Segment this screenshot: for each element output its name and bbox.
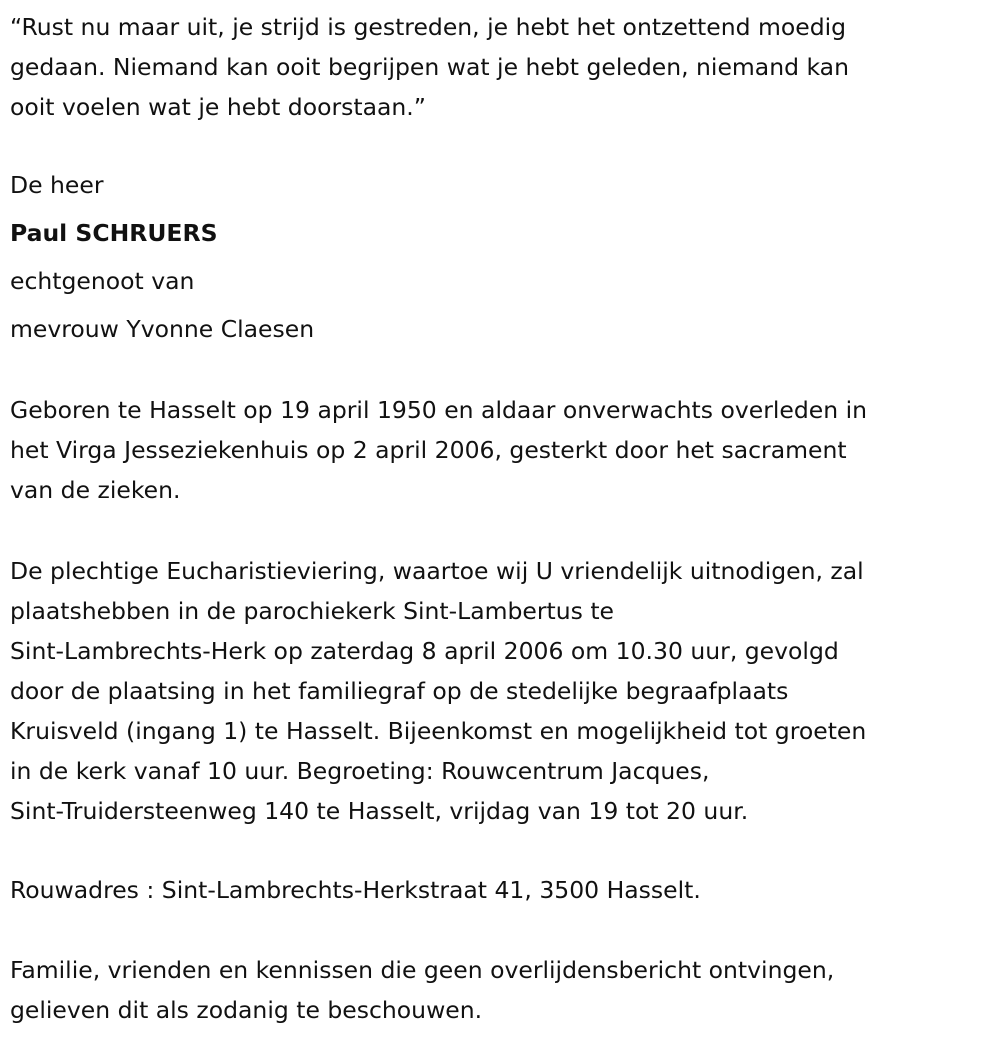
address-paragraph [10, 870, 701, 910]
birth-death-paragraph [10, 390, 867, 510]
text-line: plaatshebben in de parochiekerk Sint-Lambertus te [10, 597, 615, 625]
text-line: Kruisveld (ingang 1) te Hasselt. Bijeenkomst en mogelijkheid tot groeten [10, 717, 867, 745]
text-line: gelieven dit als zodanig te beschouwen. [10, 996, 483, 1024]
text-line: het Virga Jesseziekenhuis op 2 april 2006, gesterkt door het sacrament [10, 436, 847, 464]
quote-line: ooit voelen wat je hebt doorstaan.” [10, 93, 426, 121]
person-title: De heer [10, 171, 104, 199]
person-relation: echtgenoot van [10, 267, 195, 295]
quote-line: gedaan. Niemand kan ooit begrijpen wat je hebt geleden, niemand kan [10, 53, 849, 81]
text-line: Geboren te Hasselt op 19 april 1950 en aldaar onverwachts overleden in [10, 396, 868, 424]
mourning-address: Rouwadres : Sint-Lambrechts-Herkstraat 41, 3500 Hasselt. [10, 876, 701, 904]
text-line: door de plaatsing in het familiegraf op de stedelijke begraafplaats [10, 677, 789, 705]
quote-line: “Rust nu maar uit, je strijd is gestreden, je hebt het ontzettend moedig [10, 13, 847, 41]
text-line: Sint-Lambrechts-Herk op zaterdag 8 april 2006 om 10.30 uur, gevolgd [10, 637, 839, 665]
text-line: van de zieken. [10, 476, 181, 504]
text-line: De plechtige Eucharistieviering, waartoe wij U vriendelijk uitnodigen, zal [10, 557, 864, 585]
text-line: Sint-Truidersteenweg 140 te Hasselt, vrijdag van 19 tot 20 uur. [10, 797, 749, 825]
ceremony-paragraph [10, 551, 866, 831]
closing-paragraph [10, 950, 834, 1030]
spouse-name: mevrouw Yvonne Claesen [10, 315, 315, 343]
quote-paragraph [10, 7, 849, 127]
text-line: Familie, vrienden en kennissen die geen overlijdensbericht ontvingen, [10, 956, 835, 984]
person-block [10, 161, 314, 353]
person-name: Paul SCHRUERS [10, 219, 218, 247]
text-line: in de kerk vanaf 10 uur. Begroeting: Rouwcentrum Jacques, [10, 757, 710, 785]
